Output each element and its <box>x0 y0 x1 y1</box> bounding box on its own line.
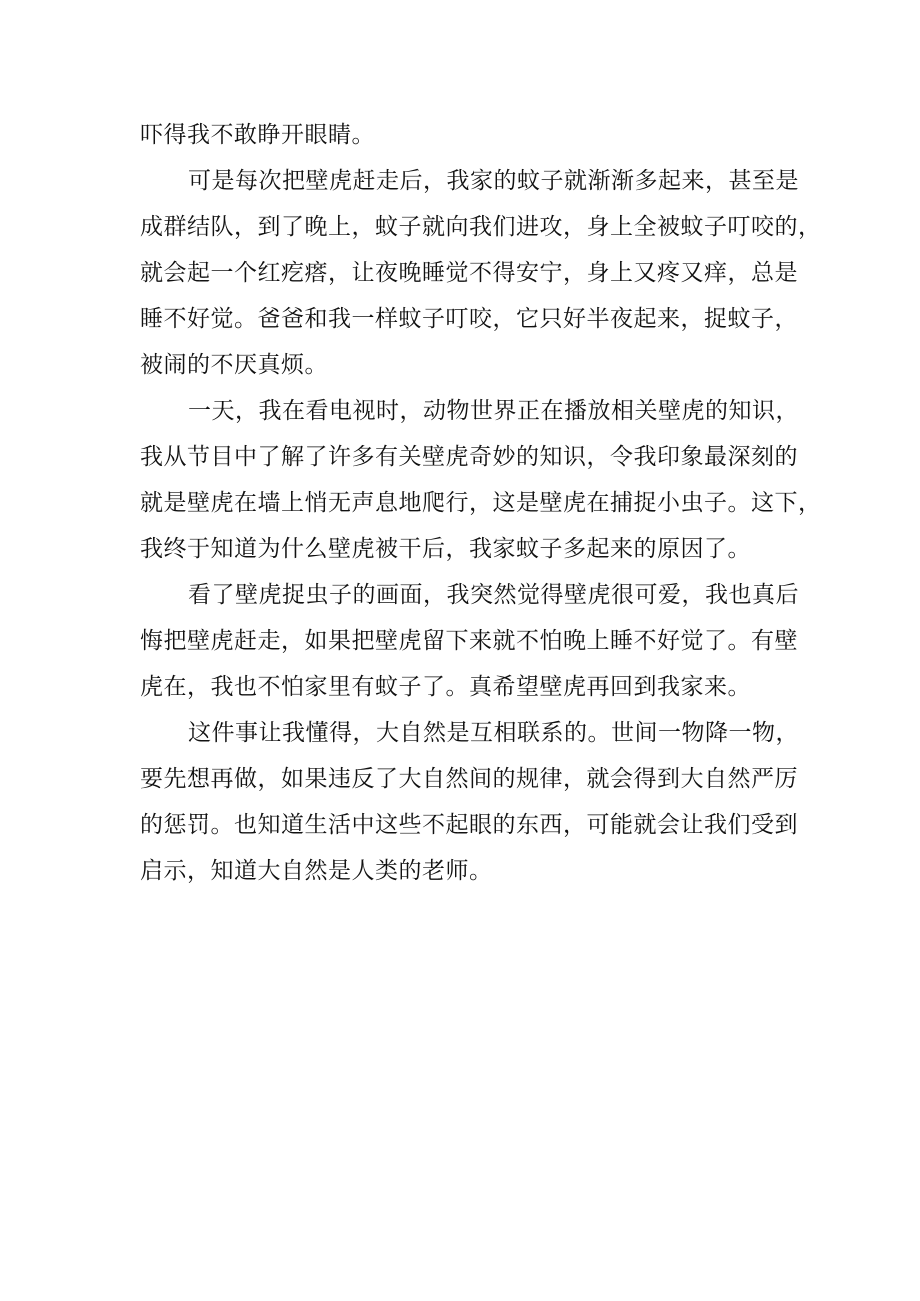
text-line: 可是每次把壁虎赶走后，我家的蚊子就渐渐多起来，甚至是 <box>188 168 799 194</box>
text-line: 睡不好觉。爸爸和我一样蚊子叮咬，它只好半夜起来，捉蚊子， <box>140 306 798 332</box>
text-line: 虎在，我也不怕家里有蚊子了。真希望壁虎再回到我家来。 <box>140 674 751 700</box>
text-line: 悔把壁虎赶走，如果把壁虎留下来就不怕晚上睡不好觉了。有壁 <box>140 628 798 654</box>
paragraph <box>140 388 822 572</box>
text-line: 这件事让我懂得，大自然是互相联系的。世间一物降一物， <box>188 720 799 746</box>
text-line: 成群结队，到了晚上，蚊子就向我们进攻，身上全被蚊子叮咬的， <box>140 214 822 240</box>
text-line: 要先想再做，如果违反了大自然间的规律，就会得到大自然严厉 <box>140 766 798 792</box>
text-line: 我终于知道为什么壁虎被干后，我家蚊子多起来的原因了。 <box>140 536 751 562</box>
text-line: 看了壁虎捉虫子的画面，我突然觉得壁虎很可爱，我也真后 <box>188 582 799 608</box>
text-line: 吓得我不敢睁开眼睛。 <box>140 122 375 148</box>
text-line: 我从节目中了解了许多有关壁虎奇妙的知识，令我印象最深刻的 <box>140 444 798 470</box>
paragraph <box>140 158 822 388</box>
paragraph <box>140 112 796 158</box>
paragraph <box>140 572 799 710</box>
document-body <box>140 112 822 894</box>
text-line: 的惩罚。也知道生活中这些不起眼的东西，可能就会让我们受到 <box>140 812 798 838</box>
text-line: 启示，知道大自然是人类的老师。 <box>140 858 493 884</box>
text-line: 就会起一个红疙瘩，让夜晚睡觉不得安宁，身上又疼又痒，总是 <box>140 260 798 286</box>
text-line: 一天，我在看电视时，动物世界正在播放相关壁虎的知识， <box>188 398 799 424</box>
text-line: 就是壁虎在墙上悄无声息地爬行，这是壁虎在捕捉小虫子。这下， <box>140 490 822 516</box>
text-line: 被闹的不厌真烦。 <box>140 352 328 378</box>
paragraph <box>140 710 799 894</box>
